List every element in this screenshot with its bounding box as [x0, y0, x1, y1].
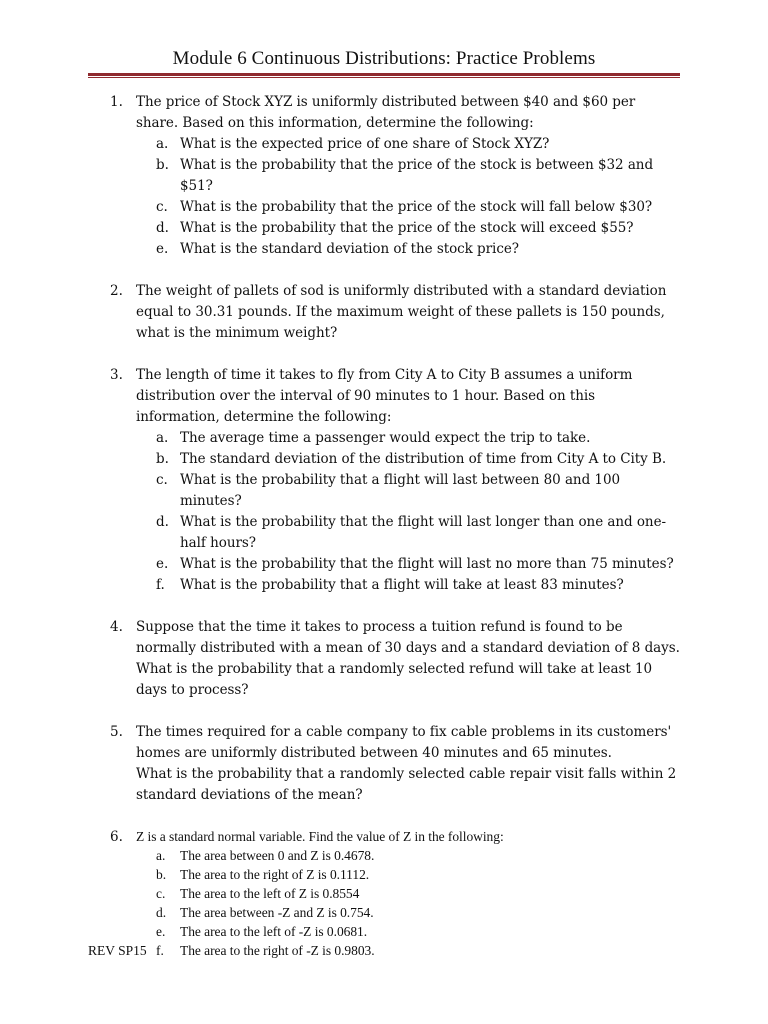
problem-text: The price of Stock XYZ is uniformly distributed between $40 and $60 per share. Based on this information, determine the following: [136, 94, 636, 131]
sub-question [156, 134, 681, 155]
sub-marker: a. [156, 136, 169, 152]
sub-marker: e. [156, 241, 169, 257]
problem-text: The length of time it takes to fly from City A to City B assumes a uniform distribution over the interval of 90 minutes to 1 hour. Based on this information, determine the following: [136, 367, 633, 425]
sub-text: What is the probability that the price of the stock will fall below $30? [180, 199, 653, 215]
sub-question [156, 239, 681, 260]
sub-text: What is the probability that the price of the stock is between $32 and $51? [180, 157, 654, 194]
problem-number: 5. [110, 724, 123, 740]
problem-text: Suppose that the time it takes to process a tuition refund is found to be normally distributed with a mean of 30 days and a standard deviation of 8 days. What is the probability that a randomly selected refund will take at least 10 days to process? [136, 619, 680, 698]
sub-text: The area to the right of -Z is 0.9803. [180, 943, 375, 958]
problem-text: Z is a standard normal variable. Find the value of Z in the following: [136, 829, 504, 844]
sub-text: The area to the left of Z is 0.8554 [180, 886, 360, 901]
sub-marker: a. [156, 848, 166, 863]
sub-question [156, 865, 681, 884]
sub-marker: e. [156, 556, 169, 572]
sub-question [156, 884, 681, 903]
sub-text: What is the probability that a flight will last between 80 and 100 minutes? [180, 472, 621, 509]
sub-question [156, 218, 681, 239]
title-rule-thin [88, 77, 680, 78]
sub-question [156, 903, 681, 922]
sub-text: What is the probability that the price of the stock will exceed $55? [180, 220, 634, 236]
problem-6 [0, 827, 768, 960]
sub-question [156, 575, 681, 596]
sub-question [156, 449, 681, 470]
sub-question [156, 155, 681, 197]
title-rule-thick [88, 73, 680, 76]
sub-question [156, 941, 681, 960]
sub-text: What is the expected price of one share of Stock XYZ? [180, 136, 550, 152]
sub-text: What is the standard deviation of the stock price? [180, 241, 519, 257]
sub-marker: d. [156, 514, 169, 530]
problem-number: 3. [110, 367, 123, 383]
problem-4 [0, 617, 768, 701]
problem-3 [0, 365, 768, 596]
sub-text: What is the probability that the flight will last longer than one and one-half hours? [180, 514, 667, 551]
sub-marker: a. [156, 430, 169, 446]
sub-marker: b. [156, 451, 169, 467]
problem-number: 6. [110, 829, 123, 845]
sub-question [156, 197, 681, 218]
problem-text-continued: What is the probability that a randomly selected cable repair visit falls within 2 standard deviations of the mean? [136, 766, 677, 803]
sub-text: The area between 0 and Z is 0.4678. [180, 848, 375, 863]
sub-question [156, 512, 681, 554]
sub-marker: e. [156, 924, 166, 939]
sub-marker: b. [156, 867, 167, 882]
sub-marker: d. [156, 905, 167, 920]
problem-5 [0, 722, 768, 806]
sub-question [156, 428, 681, 449]
sub-text: The area between -Z and Z is 0.754. [180, 905, 374, 920]
sub-marker: b. [156, 157, 169, 173]
sub-marker: f. [156, 943, 164, 958]
problem-number: 2. [110, 283, 123, 299]
sub-marker: f. [156, 577, 165, 593]
problem-number: 1. [110, 94, 123, 110]
sub-text: What is the probability that a flight will take at least 83 minutes? [180, 577, 624, 593]
sub-question [156, 554, 681, 575]
sub-text: The area to the right of Z is 0.1112. [180, 867, 370, 882]
problem-text: The times required for a cable company to fix cable problems in its customers' homes are uniformly distributed between 40 minutes and 65 minutes. [136, 724, 672, 761]
sub-question [156, 922, 681, 941]
sub-question [156, 846, 681, 865]
page-footer: REV SP15 [88, 943, 147, 958]
sub-marker: c. [156, 472, 168, 488]
problem-2 [0, 281, 768, 344]
sub-text: What is the probability that the flight will last no more than 75 minutes? [180, 556, 674, 572]
problem-text: The weight of pallets of sod is uniformly distributed with a standard deviation equal to 30.31 pounds. If the maximum weight of these pallets is 150 pounds, what is the minimum weight? [136, 283, 667, 341]
problem-1 [0, 92, 768, 260]
problem-number: 4. [110, 619, 123, 635]
sub-question [156, 470, 681, 512]
sub-marker: c. [156, 886, 166, 901]
page-title: Module 6 Continuous Distributions: Practice Problems [172, 48, 596, 69]
sub-marker: d. [156, 220, 169, 236]
sub-text: The area to the left of -Z is 0.0681. [180, 924, 368, 939]
sub-text: The standard deviation of the distribution of time from City A to City B. [180, 451, 667, 467]
sub-marker: c. [156, 199, 168, 215]
problem-list [0, 92, 768, 981]
sub-text: The average time a passenger would expect the trip to take. [180, 430, 591, 446]
